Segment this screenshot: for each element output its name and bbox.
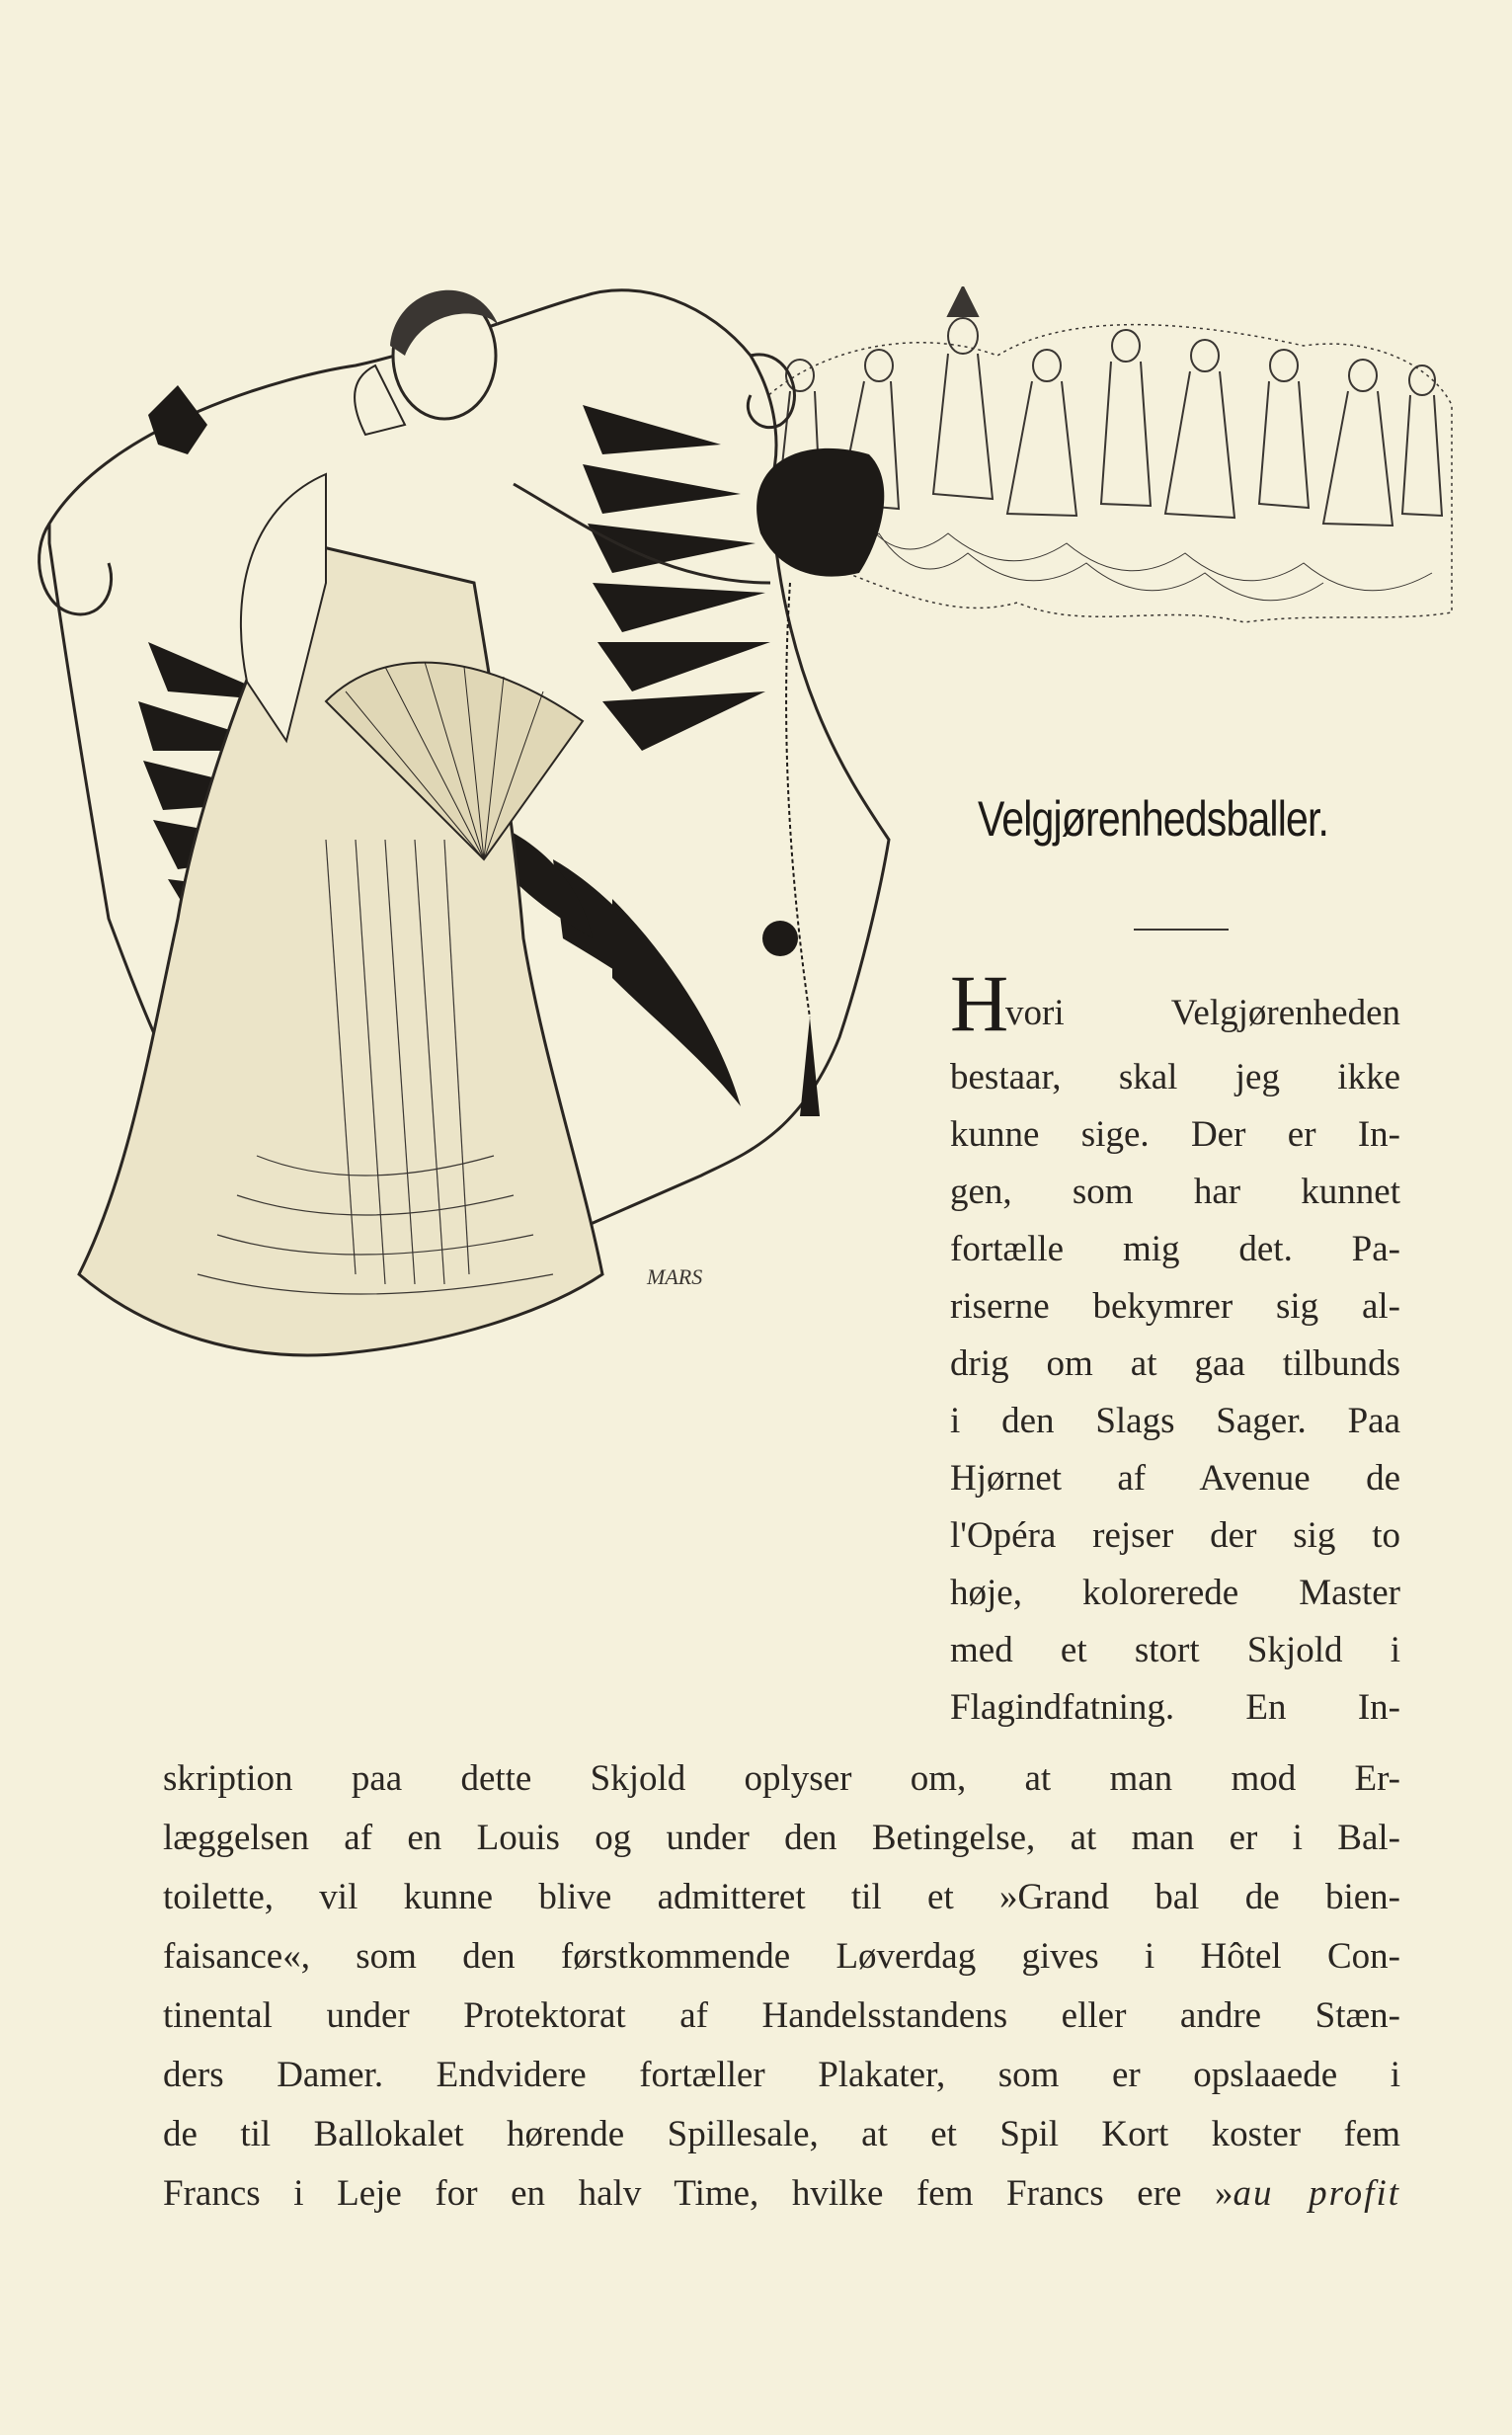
last-line-italic: au profit (1233, 2173, 1400, 2214)
column-line: gen, som har kunnet (950, 1172, 1400, 1212)
body-line: toilette, vil kunne blive admitteret til et »Grand bal de bien- (163, 1877, 1400, 1917)
drop-cap: H (950, 958, 1009, 1048)
body-line: læggelsen af en Louis og under den Betingelse, at man er i Bal- (163, 1818, 1400, 1858)
column-line: i den Slags Sager. Paa (950, 1401, 1400, 1441)
column-line: riserne bekymrer sig al- (950, 1286, 1400, 1327)
column-line: kunne sige. Der er In- (950, 1114, 1400, 1155)
column-line: l'Opéra rejser der sig to (950, 1515, 1400, 1556)
column-line: Flagindfatning. En In- (950, 1687, 1400, 1728)
body-line: faisance«, som den førstkommende Løverdag gives i Hôtel Con- (163, 1936, 1400, 1977)
first-line-text: vori Velgjørenheden (1005, 993, 1400, 1033)
body-line: tinental under Protektorat af Handelsstandens eller andre Stæn- (163, 1995, 1400, 2036)
column-line: drig om at gaa tilbunds (950, 1343, 1400, 1384)
page-title: Velgjørenhedsballer. (978, 791, 1329, 847)
last-line-roman: Francs i Leje for en halv Time, hvilke fem Francs ere » (163, 2173, 1233, 2214)
column-line: med et stort Skjold i (950, 1630, 1400, 1670)
artist-signature: MARS (647, 1264, 703, 1289)
column-line: høje, kolorerede Master (950, 1573, 1400, 1613)
body-line: ders Damer. Endvidere fortæller Plakater, som er opslaaede i (163, 2055, 1400, 2095)
body-line: de til Ballokalet hørende Spillesale, at et Spil Kort koster fem (163, 2114, 1400, 2154)
column-line: fortælle mig det. Pa- (950, 1229, 1400, 1269)
first-line (950, 958, 1400, 1048)
column-line: Hjørnet af Avenue de (950, 1458, 1400, 1499)
body-line-last (163, 2165, 1400, 2223)
title-divider (1134, 929, 1229, 931)
body-line: skription paa dette Skjold oplyser om, at man mod Er- (163, 1758, 1400, 1799)
column-line: bestaar, skal jeg ikke (950, 1057, 1400, 1097)
